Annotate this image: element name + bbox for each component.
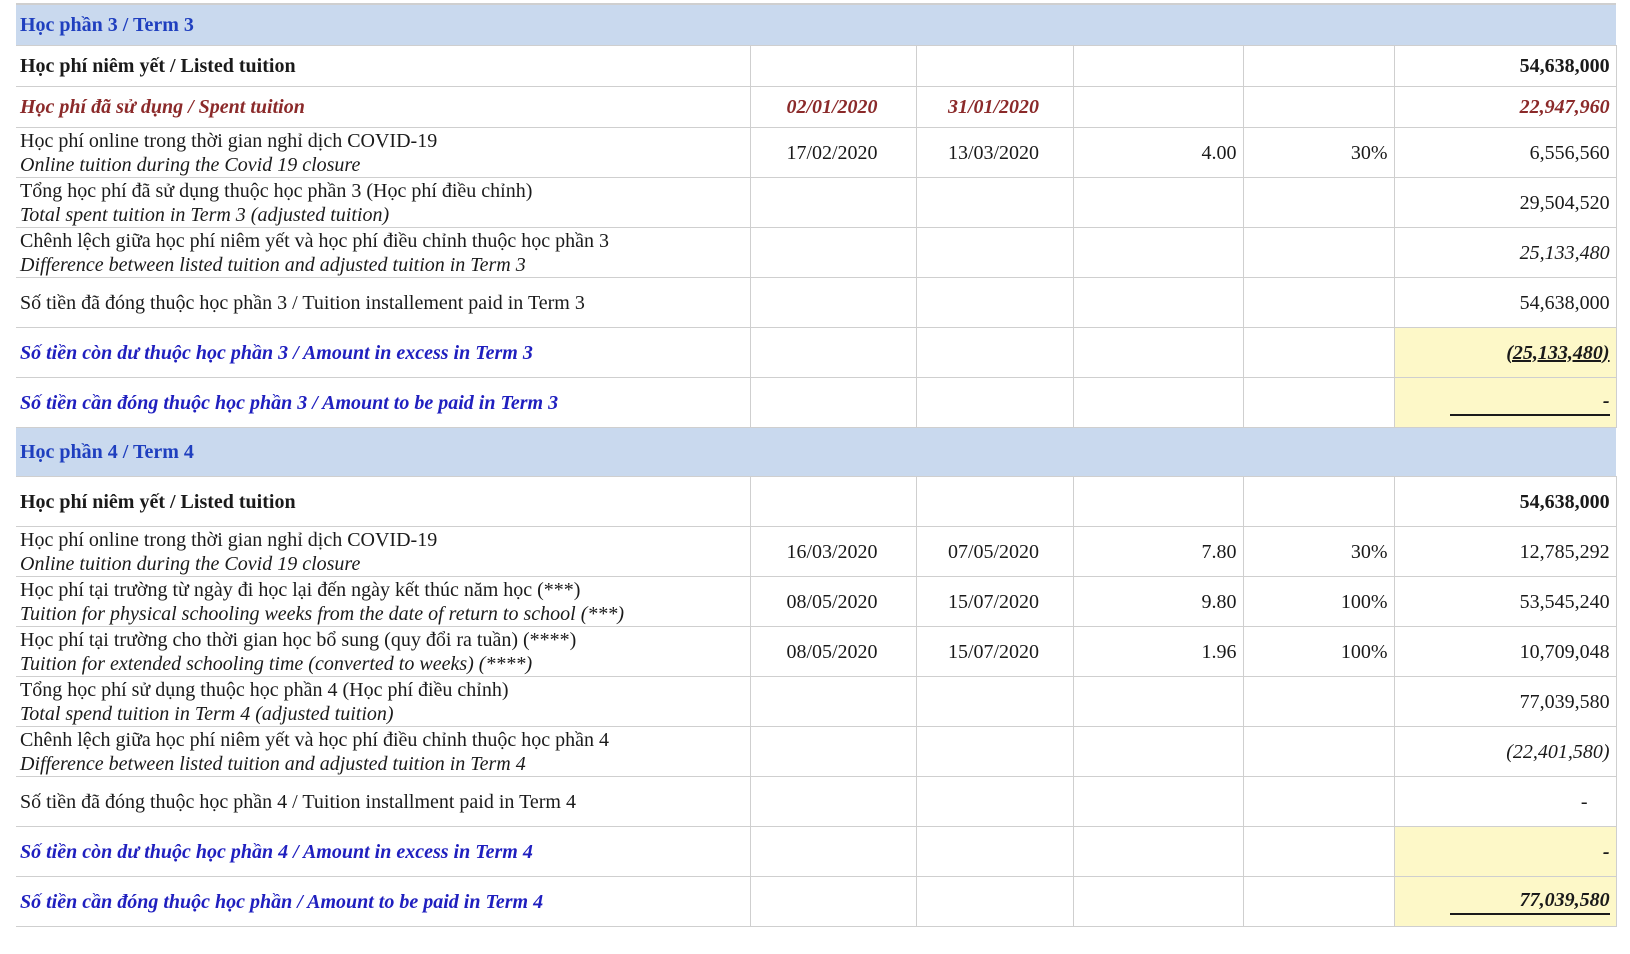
to-date bbox=[916, 677, 1073, 727]
to-date bbox=[916, 877, 1073, 927]
percent: 100% bbox=[1243, 577, 1394, 627]
from-date: 16/03/2020 bbox=[750, 527, 916, 577]
from-date bbox=[750, 46, 916, 87]
weeks: 4.00 bbox=[1073, 128, 1243, 178]
table-row bbox=[16, 477, 1616, 527]
from-date bbox=[750, 827, 916, 877]
to-date bbox=[916, 178, 1073, 228]
row-label: Học phí đã sử dụng / Spent tuition bbox=[16, 87, 750, 128]
to-date: 15/07/2020 bbox=[916, 627, 1073, 677]
table-row bbox=[16, 727, 1616, 777]
table-row bbox=[16, 87, 1616, 128]
label-en: Total spend tuition in Term 4 (adjusted tuition) bbox=[20, 702, 394, 725]
table-row bbox=[16, 527, 1616, 577]
amount-highlight bbox=[1394, 827, 1616, 877]
from-date bbox=[750, 178, 916, 228]
amount: 25,133,480 bbox=[1394, 228, 1616, 278]
percent: 30% bbox=[1243, 128, 1394, 178]
amount: 6,556,560 bbox=[1394, 128, 1616, 178]
weeks bbox=[1073, 278, 1243, 328]
label-en: Difference between listed tuition and adjusted tuition in Term 4 bbox=[20, 752, 526, 775]
to-date bbox=[916, 228, 1073, 278]
weeks bbox=[1073, 46, 1243, 87]
from-date: 08/05/2020 bbox=[750, 627, 916, 677]
to-date bbox=[916, 46, 1073, 87]
to-date bbox=[916, 378, 1073, 428]
tuition-sheet bbox=[16, 0, 1616, 954]
row-label: Số tiền còn dư thuộc học phần 4 / Amount in excess in Term 4 bbox=[16, 827, 750, 877]
row-label bbox=[16, 178, 750, 228]
label-vi: Chênh lệch giữa học phí niêm yết và học phí điều chỉnh thuộc học phần 3 bbox=[20, 229, 610, 252]
to-date bbox=[916, 777, 1073, 827]
from-date bbox=[750, 677, 916, 727]
label-vi: Học phí tại trường cho thời gian học bổ sung (quy đổi ra tuần) (****) bbox=[20, 628, 577, 651]
table-row bbox=[16, 328, 1616, 378]
to-date bbox=[916, 477, 1073, 527]
percent bbox=[1243, 328, 1394, 378]
from-date bbox=[750, 877, 916, 927]
from-date bbox=[750, 777, 916, 827]
weeks bbox=[1073, 87, 1243, 128]
weeks bbox=[1073, 777, 1243, 827]
label-en: Total spent tuition in Term 3 (adjusted tuition) bbox=[20, 203, 390, 226]
amount: 54,638,000 bbox=[1394, 278, 1616, 328]
label-en: Tuition for extended schooling time (converted to weeks) (****) bbox=[20, 652, 533, 675]
row-label bbox=[16, 527, 750, 577]
term4-header-row bbox=[16, 428, 1616, 477]
weeks: 9.80 bbox=[1073, 577, 1243, 627]
to-date bbox=[916, 727, 1073, 777]
from-date bbox=[750, 228, 916, 278]
percent bbox=[1243, 777, 1394, 827]
row-label bbox=[16, 577, 750, 627]
amount: - bbox=[1394, 777, 1616, 827]
weeks bbox=[1073, 378, 1243, 428]
label-en: Tuition for physical schooling weeks from the date of return to school (***) bbox=[20, 602, 625, 625]
weeks bbox=[1073, 178, 1243, 228]
label-vi: Học phí tại trường từ ngày đi học lại đến ngày kết thúc năm học (***) bbox=[20, 578, 581, 601]
percent bbox=[1243, 46, 1394, 87]
percent bbox=[1243, 727, 1394, 777]
to-date: 31/01/2020 bbox=[916, 87, 1073, 128]
from-date bbox=[750, 727, 916, 777]
table-row bbox=[16, 827, 1616, 877]
table-row bbox=[16, 677, 1616, 727]
weeks bbox=[1073, 727, 1243, 777]
percent bbox=[1243, 677, 1394, 727]
amount-highlight bbox=[1394, 378, 1616, 428]
row-label bbox=[16, 128, 750, 178]
amount: - bbox=[1450, 389, 1610, 416]
row-label: Số tiền đã đóng thuộc học phần 4 / Tuition installment paid in Term 4 bbox=[16, 777, 750, 827]
table-row bbox=[16, 577, 1616, 627]
to-date bbox=[916, 278, 1073, 328]
amount: 54,638,000 bbox=[1394, 46, 1616, 87]
percent: 100% bbox=[1243, 627, 1394, 677]
label-vi: Tổng học phí đã sử dụng thuộc học phần 3 (Học phí điều chỉnh) bbox=[20, 179, 533, 202]
row-label bbox=[16, 677, 750, 727]
label-en: Online tuition during the Covid 19 closure bbox=[20, 153, 361, 176]
amount: 29,504,520 bbox=[1394, 178, 1616, 228]
percent bbox=[1243, 228, 1394, 278]
weeks bbox=[1073, 477, 1243, 527]
label-vi: Chênh lệch giữa học phí niêm yết và học phí điều chỉnh thuộc học phần 4 bbox=[20, 728, 610, 751]
percent bbox=[1243, 87, 1394, 128]
label-vi: Học phí online trong thời gian nghỉ dịch COVID-19 bbox=[20, 129, 438, 152]
amount-highlight bbox=[1394, 877, 1616, 927]
table-row bbox=[16, 777, 1616, 827]
label-vi: Tổng học phí sử dụng thuộc học phần 4 (Học phí điều chỉnh) bbox=[20, 678, 509, 701]
table-row bbox=[16, 228, 1616, 278]
row-label: Số tiền cần đóng thuộc học phần 3 / Amount to be paid in Term 3 bbox=[16, 378, 750, 428]
weeks bbox=[1073, 228, 1243, 278]
weeks bbox=[1073, 877, 1243, 927]
row-label: Học phí niêm yết / Listed tuition bbox=[16, 46, 750, 87]
table-row bbox=[16, 128, 1616, 178]
percent bbox=[1243, 477, 1394, 527]
amount: 12,785,292 bbox=[1394, 527, 1616, 577]
amount: (25,133,480) bbox=[1506, 341, 1610, 364]
amount: 53,545,240 bbox=[1394, 577, 1616, 627]
amount: - bbox=[1602, 840, 1610, 863]
row-label: Số tiền cần đóng thuộc học phần / Amount to be paid in Term 4 bbox=[16, 877, 750, 927]
amount: 77,039,580 bbox=[1394, 677, 1616, 727]
row-label: Số tiền đã đóng thuộc học phần 3 / Tuition installement paid in Term 3 bbox=[16, 278, 750, 328]
table-row bbox=[16, 627, 1616, 677]
label-en: Difference between listed tuition and adjusted tuition in Term 3 bbox=[20, 253, 526, 276]
row-label bbox=[16, 228, 750, 278]
amount: (22,401,580) bbox=[1394, 727, 1616, 777]
from-date bbox=[750, 378, 916, 428]
percent bbox=[1243, 278, 1394, 328]
term3-header-row bbox=[16, 5, 1616, 46]
row-label: Học phí niêm yết / Listed tuition bbox=[16, 477, 750, 527]
amount-highlight bbox=[1394, 328, 1616, 378]
to-date bbox=[916, 827, 1073, 877]
table-row bbox=[16, 178, 1616, 228]
weeks: 7.80 bbox=[1073, 527, 1243, 577]
weeks: 1.96 bbox=[1073, 627, 1243, 677]
from-date: 02/01/2020 bbox=[750, 87, 916, 128]
from-date bbox=[750, 278, 916, 328]
to-date: 15/07/2020 bbox=[916, 577, 1073, 627]
weeks bbox=[1073, 827, 1243, 877]
table-row bbox=[16, 278, 1616, 328]
amount: 54,638,000 bbox=[1394, 477, 1616, 527]
percent: 30% bbox=[1243, 527, 1394, 577]
term3-header: Học phần 3 / Term 3 bbox=[16, 5, 1616, 46]
percent bbox=[1243, 877, 1394, 927]
label-en: Online tuition during the Covid 19 closure bbox=[20, 552, 361, 575]
table-row bbox=[16, 378, 1616, 428]
from-date bbox=[750, 477, 916, 527]
weeks bbox=[1073, 328, 1243, 378]
amount: 10,709,048 bbox=[1394, 627, 1616, 677]
from-date: 08/05/2020 bbox=[750, 577, 916, 627]
from-date bbox=[750, 328, 916, 378]
percent bbox=[1243, 178, 1394, 228]
row-label bbox=[16, 727, 750, 777]
to-date: 13/03/2020 bbox=[916, 128, 1073, 178]
tuition-table bbox=[16, 4, 1617, 927]
label-vi: Học phí online trong thời gian nghỉ dịch COVID-19 bbox=[20, 528, 438, 551]
to-date: 07/05/2020 bbox=[916, 527, 1073, 577]
term4-header: Học phần 4 / Term 4 bbox=[16, 428, 1616, 477]
from-date: 17/02/2020 bbox=[750, 128, 916, 178]
to-date bbox=[916, 328, 1073, 378]
row-label: Số tiền còn dư thuộc học phần 3 / Amount in excess in Term 3 bbox=[16, 328, 750, 378]
row-label bbox=[16, 627, 750, 677]
table-row bbox=[16, 877, 1616, 927]
percent bbox=[1243, 378, 1394, 428]
weeks bbox=[1073, 677, 1243, 727]
table-row bbox=[16, 46, 1616, 87]
percent bbox=[1243, 827, 1394, 877]
amount: 77,039,580 bbox=[1450, 888, 1610, 915]
amount: 22,947,960 bbox=[1394, 87, 1616, 128]
